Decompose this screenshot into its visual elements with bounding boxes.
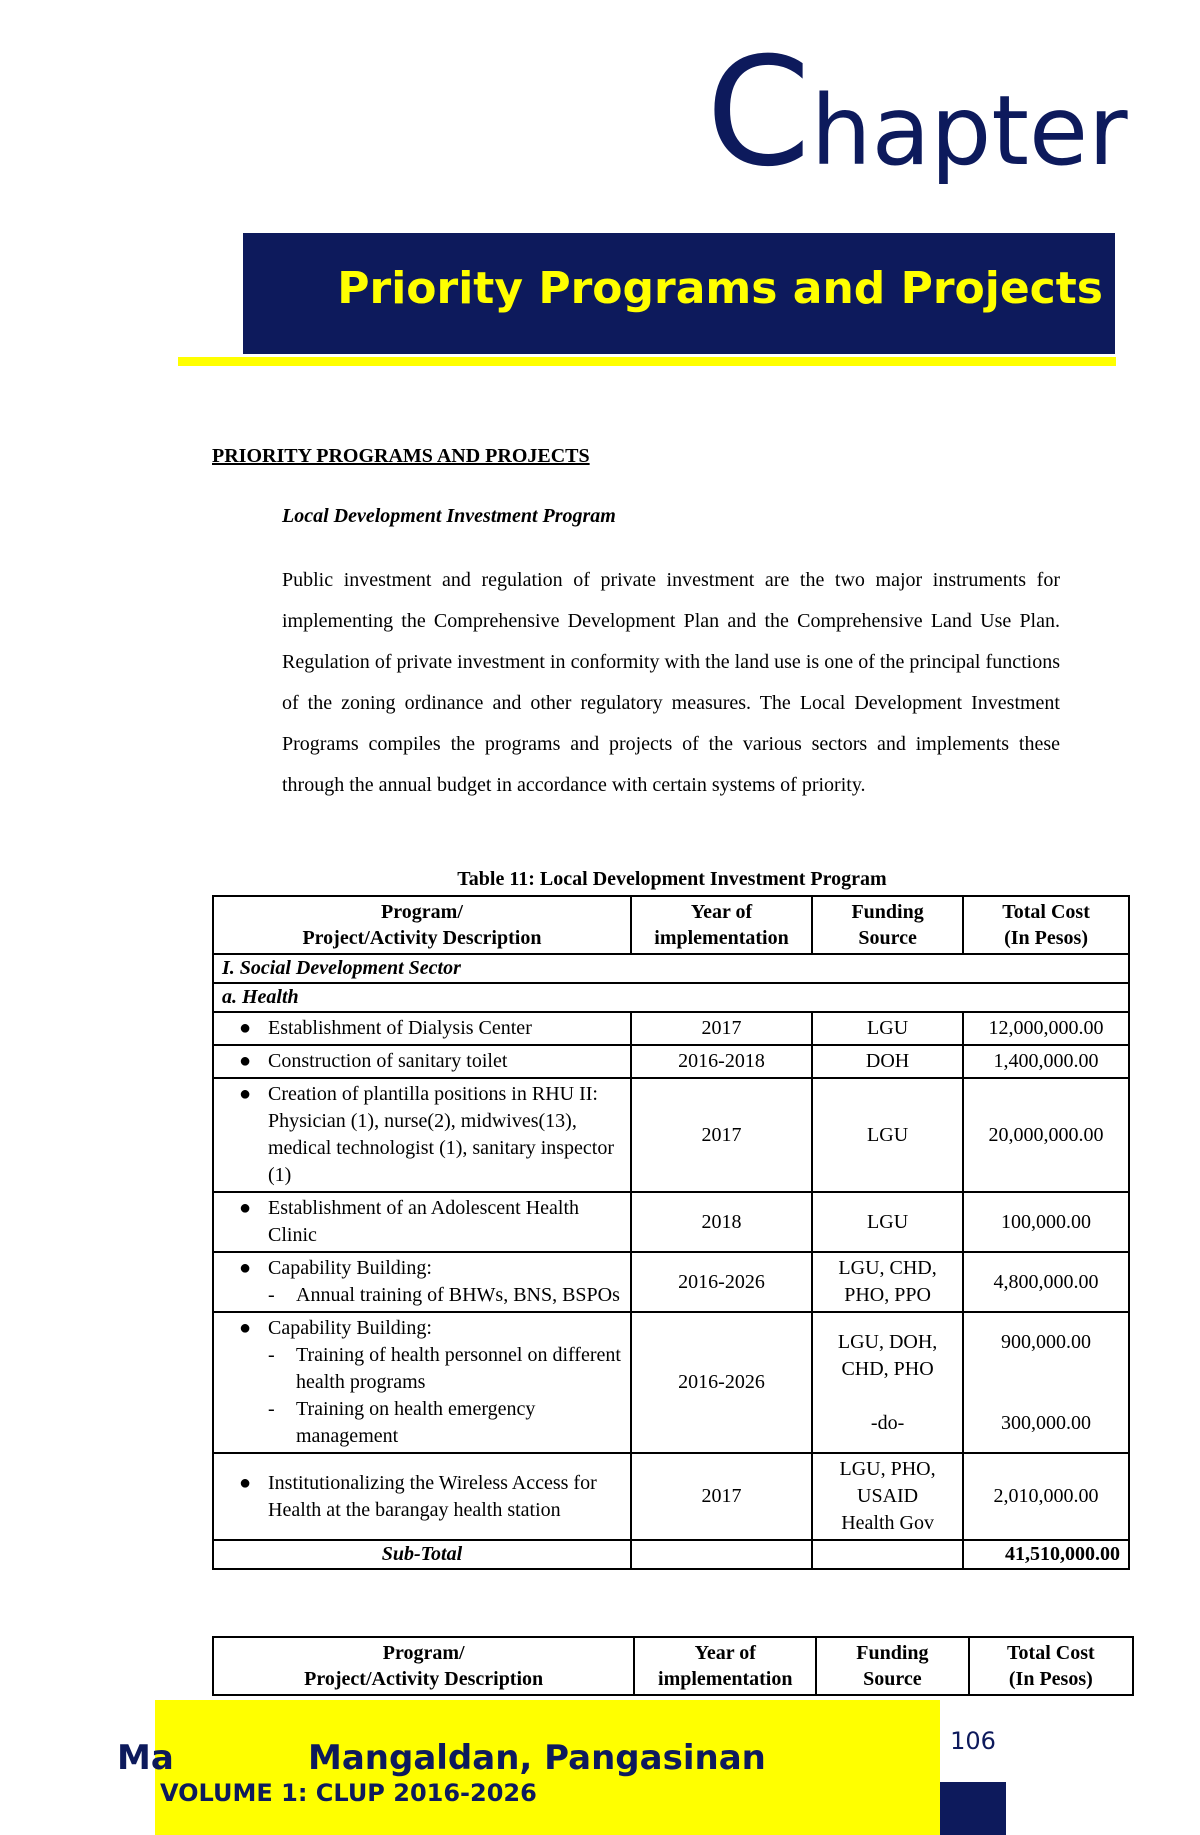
header-cost: Total Cost (In Pesos) — [969, 1637, 1133, 1695]
chapter-rest: hapter — [810, 75, 1128, 187]
subtotal-value: 41,510,000.00 — [963, 1540, 1129, 1569]
table-row — [213, 1078, 1129, 1192]
subheading: Local Development Investment Program — [282, 505, 616, 527]
row-cost: 100,000.00 — [963, 1192, 1129, 1252]
row-year: 2017 — [631, 1012, 812, 1045]
banner-title: Priority Programs and Projects — [337, 263, 1103, 314]
header-description: Program/ Project/Activity Description — [213, 896, 631, 954]
header-funding: Funding Source — [816, 1637, 969, 1695]
footer-volume: VOLUME 1: CLUP 2016-2026 — [160, 1779, 537, 1807]
section-heading: PRIORITY PROGRAMS AND PROJECTS — [212, 445, 590, 467]
header-year: Year of implementation — [634, 1637, 816, 1695]
row-description: ● Establishment of Dialysis Center — [213, 1012, 631, 1045]
sector-label: I. Social Development Sector — [213, 954, 1129, 983]
table-header-row — [213, 896, 1129, 954]
row-year: 2016-2026 — [631, 1312, 812, 1453]
row-funding: LGU — [812, 1192, 963, 1252]
bullet-icon: ● — [238, 1083, 252, 1105]
row-funding: LGU — [812, 1078, 963, 1192]
row-cost: 12,000,000.00 — [963, 1012, 1129, 1045]
row-cost: 900,000.00 300,000.00 — [963, 1312, 1129, 1453]
row-cost: 20,000,000.00 — [963, 1078, 1129, 1192]
row-cost: 4,800,000.00 — [963, 1252, 1129, 1312]
subtotal-label: Sub-Total — [213, 1540, 631, 1569]
row-year: 2017 — [631, 1453, 812, 1540]
row-year: 2016-2018 — [631, 1045, 812, 1078]
table-caption: Table 11: Local Development Investment Program — [457, 868, 887, 890]
table-header-row — [213, 1637, 1133, 1695]
row-funding: LGU, DOH, CHD, PHO -do- — [812, 1312, 963, 1453]
subsector-label: a. Health — [213, 983, 1129, 1012]
row-description: ● Creation of plantilla positions in RHU II: Physician (1), nurse(2), midwives(13), medical technologist (1), sanitary inspector (1) — [213, 1078, 631, 1192]
subsector-row — [213, 983, 1129, 1012]
table-row — [213, 1012, 1129, 1045]
row-cost: 1,400,000.00 — [963, 1045, 1129, 1078]
footer-prefix: Ma — [117, 1738, 174, 1778]
subtotal-row — [213, 1540, 1129, 1569]
row-year: 2018 — [631, 1192, 812, 1252]
continuation-table-header — [212, 1636, 1134, 1696]
bullet-icon: ● — [238, 1197, 252, 1219]
bullet-icon: ● — [238, 1257, 252, 1279]
sector-row — [213, 954, 1129, 983]
table-row — [213, 1312, 1129, 1453]
row-description: ● Establishment of an Adolescent Health Clinic — [213, 1192, 631, 1252]
row-description: ● Institutionalizing the Wireless Access for Health at the barangay health station — [213, 1453, 631, 1540]
dash-icon: - — [268, 1344, 275, 1366]
body-paragraph: Public investment and regulation of private investment are the two major instruments for implementing the Comprehensive Development Plan and the Comprehensive Land Use Plan. Regulation of private investment in conformity with the land use is one of the principal functions of the zoning ordinance and other regulatory measures. The Local Development Investment Programs compiles the programs and projects of the various sectors and implements these through the annual budget in accordance with certain systems of priority. — [282, 569, 1060, 796]
table-row — [213, 1045, 1129, 1078]
table-row — [213, 1453, 1129, 1540]
row-year: 2017 — [631, 1078, 812, 1192]
row-funding: LGU, CHD, PHO, PPO — [812, 1252, 963, 1312]
table-row — [213, 1252, 1129, 1312]
bullet-icon: ● — [238, 1317, 252, 1339]
header-funding: Funding Source — [812, 896, 963, 954]
row-funding: DOH — [812, 1045, 963, 1078]
row-description: ● Capability Building: - Training of health personnel on different health programs - Training on health emergency management — [213, 1312, 631, 1453]
footer-place: Mangaldan, Pangasinan — [308, 1738, 766, 1778]
row-year: 2016-2026 — [631, 1252, 812, 1312]
bullet-icon: ● — [238, 1050, 252, 1072]
dash-icon: - — [268, 1398, 275, 1420]
chapter-heading — [706, 26, 1128, 200]
header-cost: Total Cost (In Pesos) — [963, 896, 1129, 954]
header-description: Program/ Project/Activity Description — [213, 1637, 634, 1695]
subtotal-year-empty — [631, 1540, 812, 1569]
row-cost: 2,010,000.00 — [963, 1453, 1129, 1540]
bullet-icon: ● — [238, 1471, 252, 1494]
chapter-banner — [243, 233, 1115, 354]
banner-underline — [178, 357, 1116, 366]
row-description: ● Construction of sanitary toilet — [213, 1045, 631, 1078]
page-number: 106 — [940, 1700, 1006, 1782]
chapter-initial: C — [706, 26, 811, 200]
bullet-icon: ● — [238, 1017, 252, 1039]
row-funding: LGU — [812, 1012, 963, 1045]
header-year: Year of implementation — [631, 896, 812, 954]
subtotal-fund-empty — [812, 1540, 963, 1569]
investment-table — [212, 895, 1130, 1570]
row-funding: LGU, PHO, USAID Health Gov — [812, 1453, 963, 1540]
dash-icon: - — [268, 1284, 275, 1306]
table-row — [213, 1192, 1129, 1252]
row-description: ● Capability Building: - Annual training of BHWs, BNS, BSPOs — [213, 1252, 631, 1312]
